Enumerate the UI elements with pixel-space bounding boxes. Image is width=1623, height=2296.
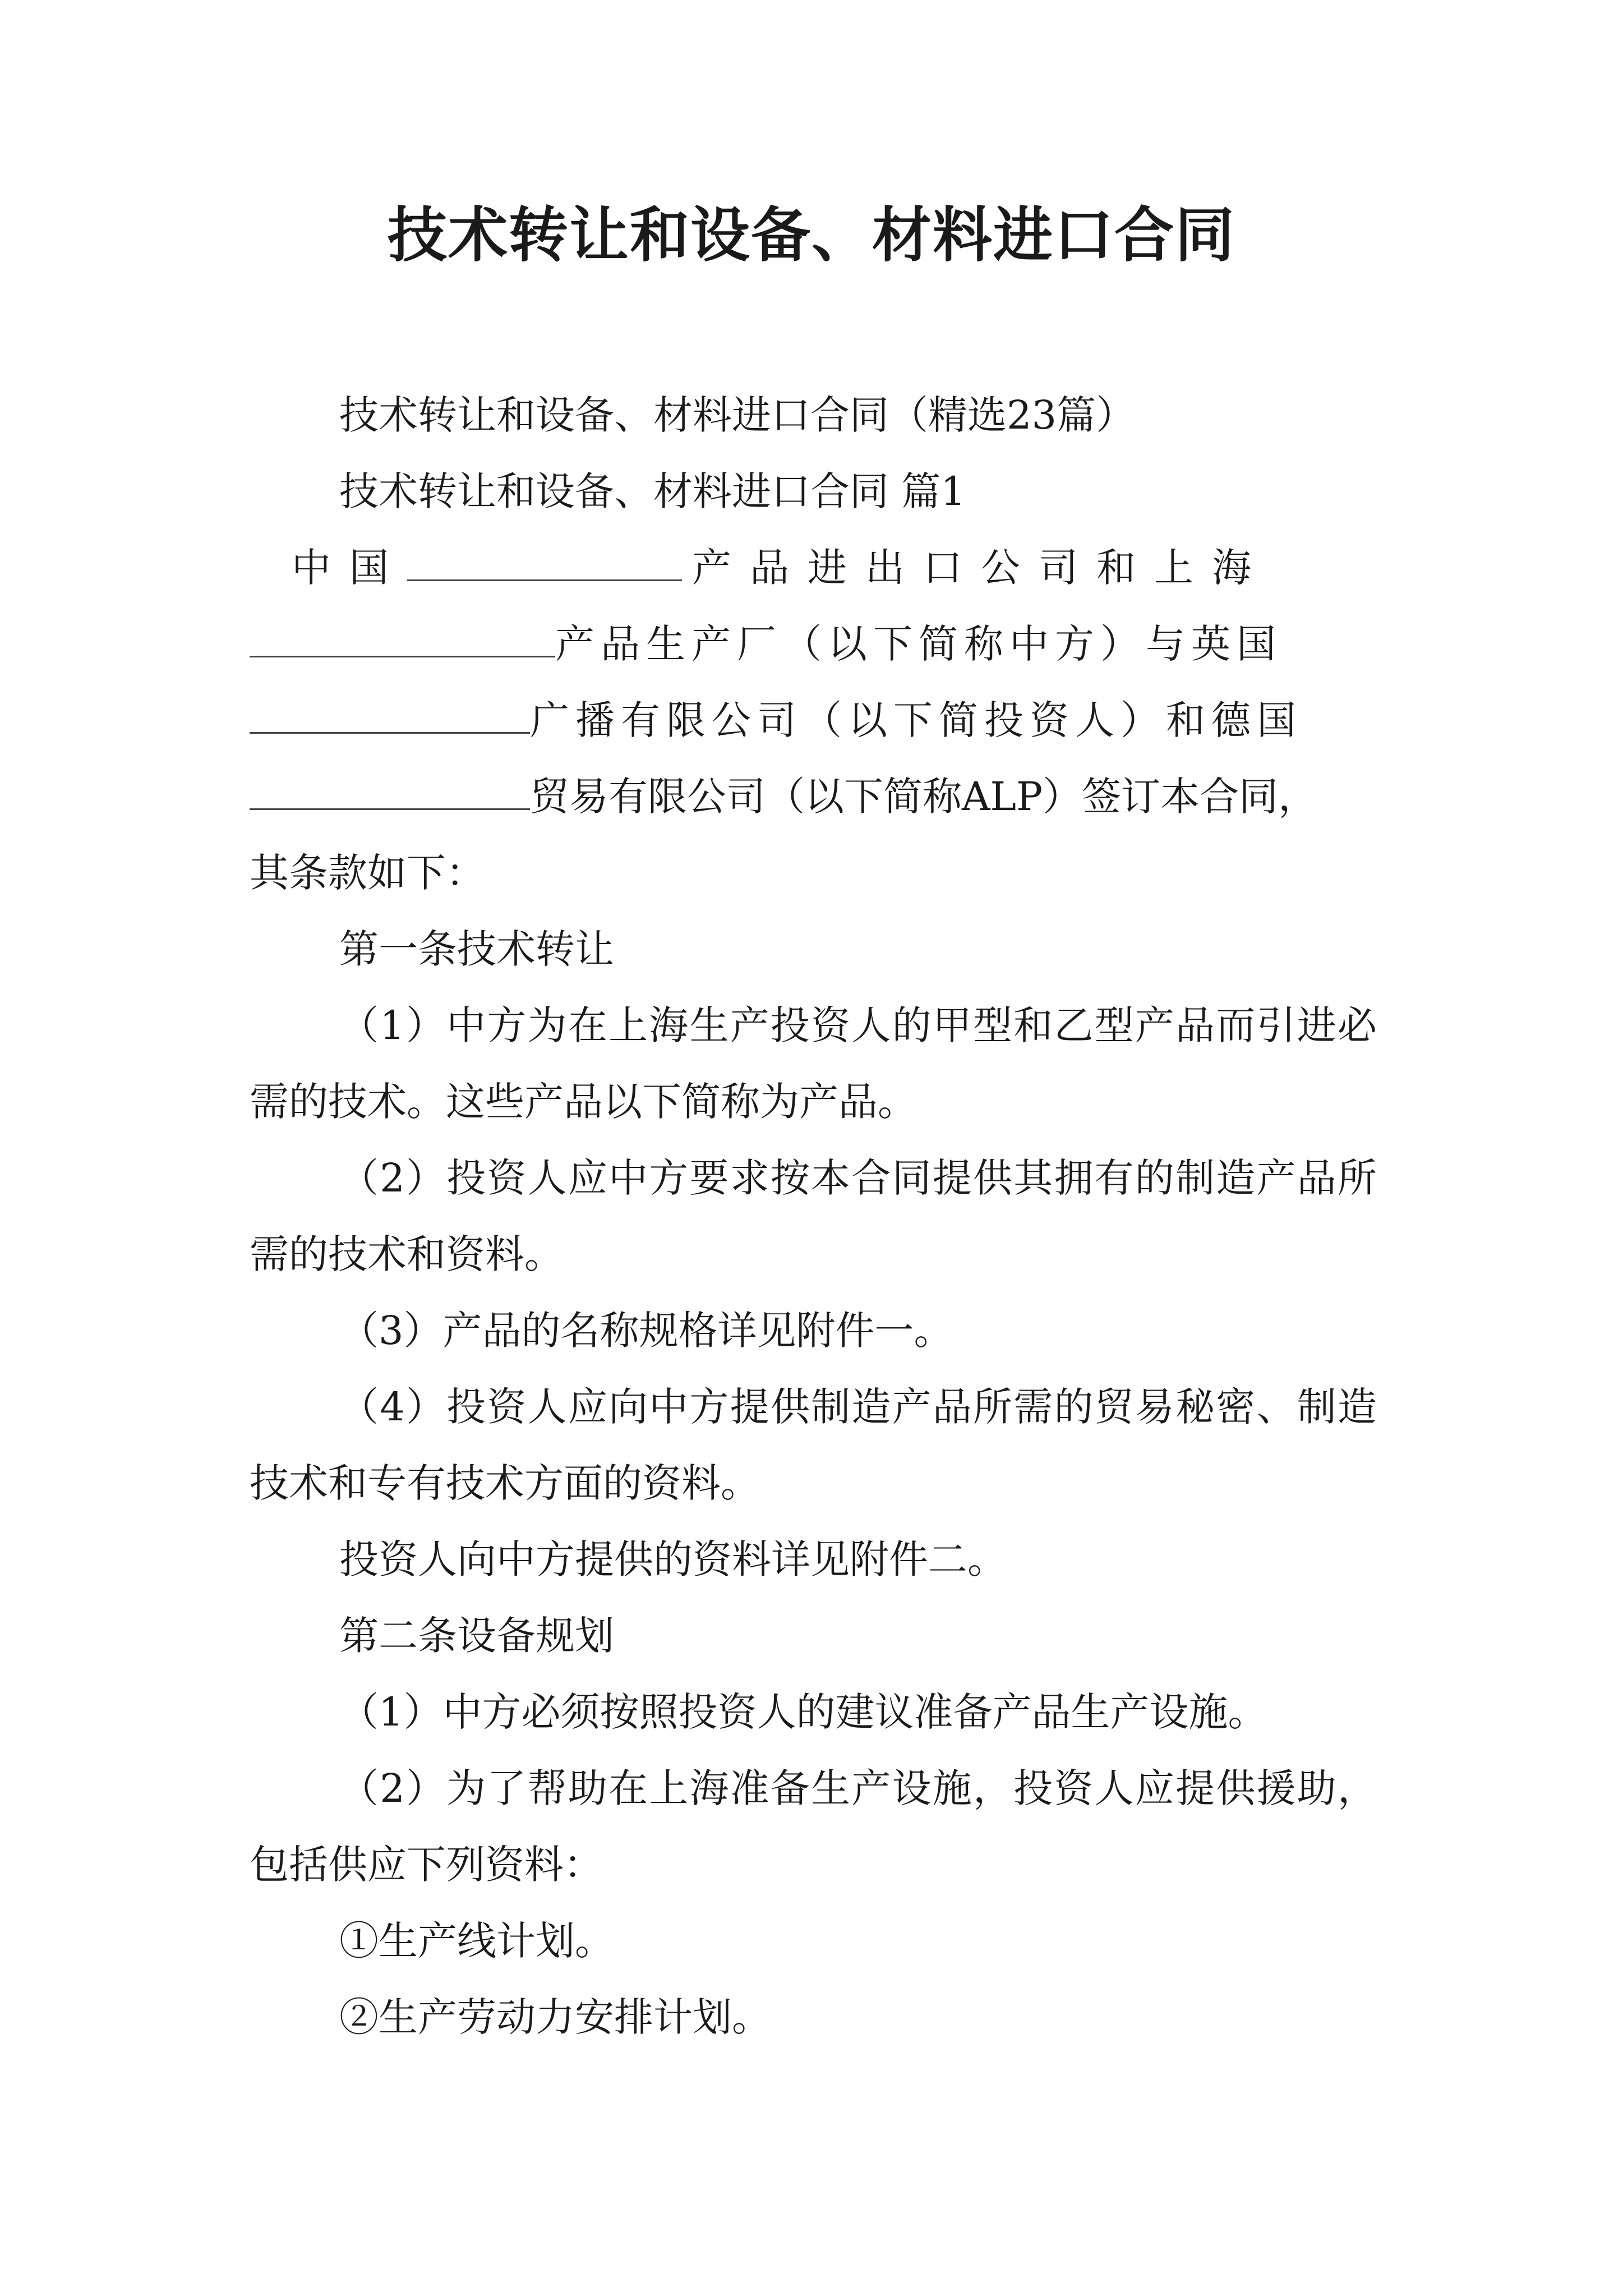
subtitle: 技术转让和设备、材料进口合同（精选23篇） xyxy=(339,392,1136,438)
article-1-clause-3: （3）产品的名称规格详见附件一。 xyxy=(339,1308,953,1354)
article-1-clause-4: （4）投资人应向中方提供制造产品所需的贸易秘密、制造技术和专有技术方面的资料。 xyxy=(250,1384,1377,1506)
article-2-item-2: ②生产劳动力安排计划。 xyxy=(339,1994,771,2040)
article-1-clause-2: （2）投资人应中方要求按本合同提供其拥有的制造产品所需的技术和资料。 xyxy=(250,1155,1377,1277)
blank-line xyxy=(407,547,682,581)
intro-text-b: 产品进出口公司和上海 xyxy=(692,545,1270,591)
intro-paragraph xyxy=(250,530,1377,911)
intro-text-d: 广播有限公司（以下简投资人）和德国 xyxy=(530,697,1302,743)
intro-text-f: 其条款如下： xyxy=(250,850,485,896)
intro-text-c: 产品生产厂（以下简称中方）与英国 xyxy=(555,621,1282,667)
blank-line xyxy=(250,623,555,657)
article-1-note: 投资人向中方提供的资料详见附件二。 xyxy=(339,1536,1007,1582)
article-2-clause-2: （2）为了帮助在上海准备生产设施，投资人应提供援助，包括供应下列资料： xyxy=(250,1765,1377,1888)
intro-text-a: 中国 xyxy=(292,545,407,591)
article-1-clause-1: （1）中方为在上海生产投资人的甲型和乙型产品而引进必需的技术。这些产品以下简称为产品。 xyxy=(250,1002,1377,1125)
blank-line xyxy=(250,776,530,810)
article-2-clause-1: （1）中方必须按照投资人的建议准备产品生产设施。 xyxy=(339,1689,1267,1735)
document-title: 技术转让和设备、材料进口合同 xyxy=(388,201,1235,270)
article-2-title: 第二条设备规划 xyxy=(339,1613,614,1659)
article-2-item-1: ①生产线计划。 xyxy=(339,1918,614,1964)
article-1-title: 第一条技术转让 xyxy=(339,926,614,972)
intro-text-e: 贸易有限公司（以下简称ALP）签订本合同， xyxy=(530,774,1318,820)
section-heading: 技术转让和设备、材料进口合同 篇1 xyxy=(339,468,966,514)
document-body xyxy=(250,377,1377,2055)
blank-line xyxy=(250,700,530,734)
